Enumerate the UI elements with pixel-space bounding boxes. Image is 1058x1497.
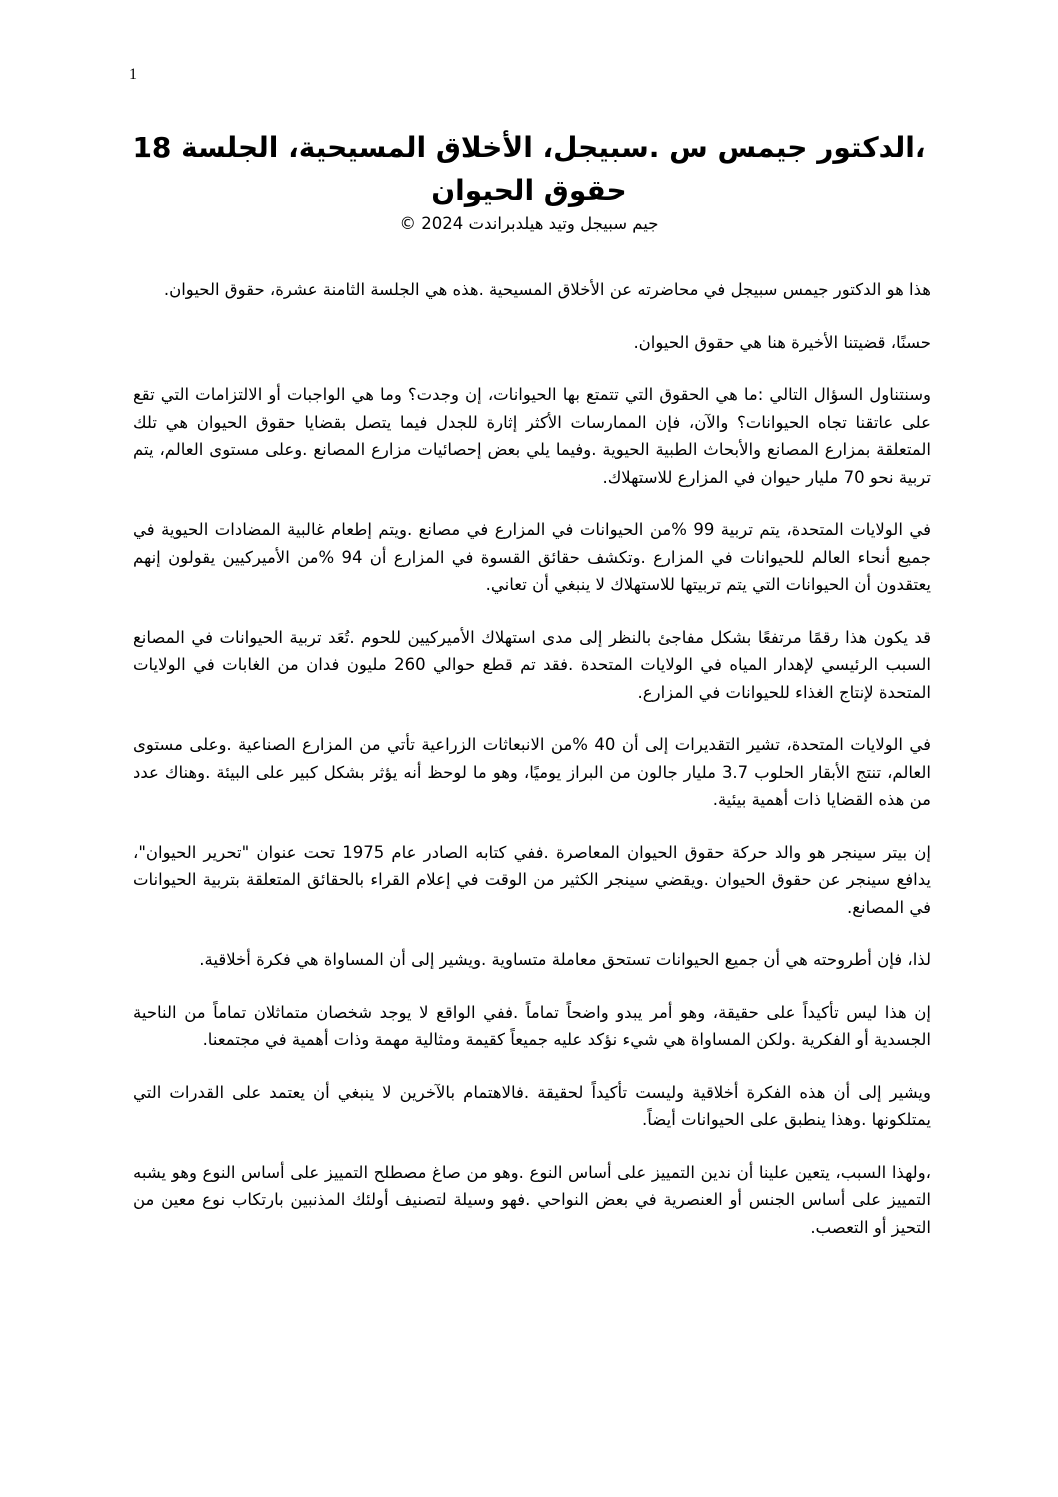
copyright-line: جيم سبيجل وتيد هيلدبراندت 2024 © — [399, 214, 659, 233]
paragraph: ،ولهذا السبب، يتعين علينا أن ندين التمييز على أساس النوع .وهو من صاغ مصطلح التمييز على أساس النوع وهو يشبه التمييز على أساس الجنس أو العنصرية في بعض النواحي .فهو وسيلة لتصنيف أولئك المذنبين بارتكاب نوع معين من التحيز أو التعصب. — [133, 1162, 931, 1237]
paragraph: وسنتناول السؤال التالي :ما هي الحقوق التي تتمتع بها الحيوانات، إن وجدت؟ وما هي الواجبات أو الالتزامات التي تقع على عاتقنا تجاه الحيوانات؟ والآن، فإن الممارسات الأكثر إثارة للجدل فيما يتصل بقضايا حقوق الحيوان هي تلك المتعلقة بمزارع المصانع والأبحاث الطبية الحيوية .وفيما يلي بعض إحصائيات مزارع المصانع .وعلى مستوى العالم، يتم تربية نحو 70 مليار حيوان في المزارع للاستهلاك. — [133, 385, 931, 487]
paragraph: لذا، فإن أطروحته هي أن جميع الحيوانات تستحق معاملة متساوية .ويشير إلى أن المساواة هي فكرة أخلاقية. — [199, 950, 931, 969]
paragraph: إن هذا ليس تأكيداً على حقيقة، وهو أمر يبدو واضحاً تماماً .ففي الواقع لا يوجد شخصان متماثلان تماماً من الناحية الجسدية أو الفكرية .ولكن المساواة هي شيء نؤكد عليه جميعاً كقيمة ومثالية مهمة وذات أهمية في مجتمعنا. — [133, 1002, 931, 1049]
paragraph: إن بيتر سينجر هو والد حركة حقوق الحيوان المعاصرة .ففي كتابه الصادر عام 1975 تحت عنوان "تحرير الحيوان"، يدافع سينجر عن حقوق الحيوان .ويقضي سينجر الكثير من الوقت في إعلام القراء بالحقائق المتعلقة بتربية الحيوانات في المصانع. — [133, 842, 931, 917]
paragraph: ويشير إلى أن هذه الفكرة أخلاقية وليست تأكيداً لحقيقة .فالاهتمام بالآخرين لا ينبغي أن يعتمد على القدرات التي يمتلكونها .وهذا ينطبق على الحيوانات أيضاً. — [133, 1082, 931, 1129]
paragraph: هذا هو الدكتور جيمس سبيجل في محاضرته عن الأخلاق المسيحية .هذه هي الجلسة الثامنة عشرة، حقوق الحيوان. — [163, 280, 931, 299]
document-body — [133, 276, 931, 1266]
paragraph: في الولايات المتحدة، تشير التقديرات إلى أن 40 %من الانبعاثات الزراعية تأتي من المزارع الصناعية .وعلى مستوى العالم، تنتج الأبقار الحلوب 3.7 مليار جالون من البراز يوميًا، وهو ما لوحظ أنه يؤثر بشكل كبير على البيئة .وهناك عدد من هذه القضايا ذات أهمية بيئية. — [133, 735, 931, 809]
paragraph: قد يكون هذا رقمًا مرتفعًا بشكل مفاجئ بالنظر إلى مدى استهلاك الأميركيين للحوم .تُعَد تربية الحيوانات في المصانع السبب الرئيسي لإهدار المياه في الولايات المتحدة .فقد تم قطع حوالي 260 مليون فدان من الغابات في الولايات المتحدة لإنتاج الغذاء للحيوانات في المزارع. — [133, 627, 931, 702]
page-number: 1 — [129, 66, 137, 83]
paragraph: في الولايات المتحدة، يتم تربية 99 %من الحيوانات في المزارع في مصانع .ويتم إطعام غالبية المضادات الحيوية في جميع أنحاء العالم للحيوانات في المزارع .وتكشف حقائق القسوة في المزارع أن 94 %من الأميركيين يقولون إنهم يعتقدون أن الحيوانات التي يتم تربيتها للاستهلاك لا ينبغي أن تعاني. — [133, 520, 931, 594]
paragraph: حسنًا، قضيتنا الأخيرة هنا هي حقوق الحيوان. — [633, 332, 931, 352]
document-header — [128, 126, 930, 236]
document-title: ،الدكتور جيمس س .سبيجل، الأخلاق المسيحية، الجلسة 18 حقوق الحيوان — [132, 131, 926, 207]
